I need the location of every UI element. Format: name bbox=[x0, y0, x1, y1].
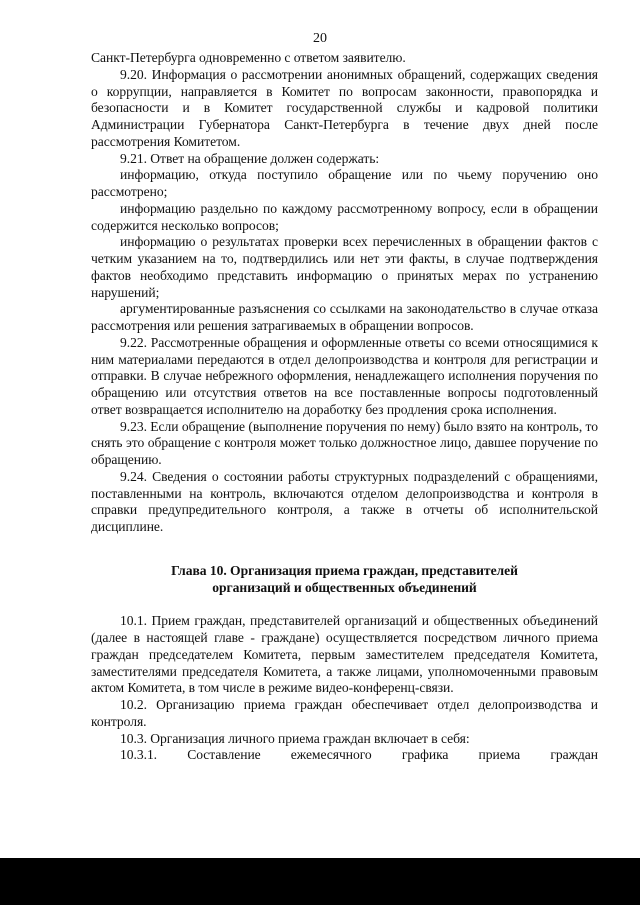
word: граждан bbox=[550, 747, 598, 763]
paragraph: 9.20. Информация о рассмотрении анонимных обращений, содержащих сведения о коррупции, направляется в Комитет по вопросам законности, правопорядка и безопасности и в Комитет государственной службы и кадровой политики Администрации Губернатора Санкт-Петербурга в течение двух дней после рассмотрения Комитетом. bbox=[91, 66, 598, 149]
page-number: 20 bbox=[313, 31, 327, 46]
paragraph: 9.24. Сведения о состоянии работы структурных подразделений с обращениями, поставленными на контроль, включаются отделом делопроизводства и контроля в справки предупредительного контроля, а также в отчеты об исполнительской дисциплине. bbox=[91, 468, 598, 534]
paragraph: 10.1. Прием граждан, представителей организаций и общественных объединений (далее в настоящей главе - граждане) осуществляется посредством личного приема граждан председателем Комитета, первым заместителем председателя Комитета, заместителями председателя Комитета, а также лицами, уполномоченными правовым актом Комитета, в том числе в режиме видео-конференц-связи. bbox=[91, 613, 598, 696]
paragraph: 9.23. Если обращение (выполнение поручения по нему) было взято на контроль, то снять это обращение с контроля может только должностное лицо, давшее поручение по обращению. bbox=[91, 418, 598, 467]
paragraph: информацию, откуда поступило обращение или по чьему поручению оно рассмотрено; bbox=[91, 167, 598, 199]
paragraph: 9.22. Рассмотренные обращения и оформленные ответы со всеми относящимися к ним материалами передаются в отдел делопроизводства и контроля для регистрации и отправки. В случае небрежного оформления, ненадлежащего исполнения поручения по обращению или отсутствия ответов на все поставленные вопросы подготовленный ответ возвращается исполнителю на доработку без продления срока исполнения. bbox=[91, 334, 598, 417]
chapter-heading-line-2: организаций и общественных объединений bbox=[212, 579, 477, 595]
paragraph: 10.3. Организация личного приема граждан включает в себя: bbox=[120, 730, 470, 746]
word: Составление bbox=[187, 747, 261, 763]
word: приема bbox=[478, 747, 521, 763]
paragraph: 10.2. Организацию приема граждан обеспечивает отдел делопроизводства и контроля. bbox=[91, 697, 598, 729]
paragraph: информацию о результатах проверки всех перечисленных в обращении фактов с четким указанием на то, подтвердились или нет эти факты, в случае подтверждения фактов необходимо представить информацию о принятых мерах по устранению нарушений; bbox=[91, 234, 598, 300]
word: графика bbox=[401, 747, 449, 763]
paragraph: аргументированные разъяснения со ссылками на законодательство в случае отказа рассмотрения или решения затрагиваемых в обращении вопросов. bbox=[91, 301, 598, 333]
scan-bottom-border bbox=[0, 858, 640, 905]
section-before-heading bbox=[91, 50, 598, 536]
chapter-heading bbox=[91, 563, 598, 597]
word: ежемесячного bbox=[290, 747, 372, 763]
document-body bbox=[91, 50, 598, 764]
chapter-heading-line-1: Глава 10. Организация приема граждан, представителей bbox=[171, 562, 518, 578]
word: 10.3.1. bbox=[120, 747, 158, 763]
paragraph: информацию раздельно по каждому рассмотренному вопросу, если в обращении содержится несколько вопросов; bbox=[91, 200, 598, 233]
paragraph: Санкт-Петербурга одновременно с ответом заявителю. bbox=[91, 50, 406, 65]
paragraph: 9.21. Ответ на обращение должен содержать: bbox=[120, 150, 380, 166]
section-after-heading bbox=[91, 613, 598, 747]
cut-off-line bbox=[91, 747, 598, 764]
